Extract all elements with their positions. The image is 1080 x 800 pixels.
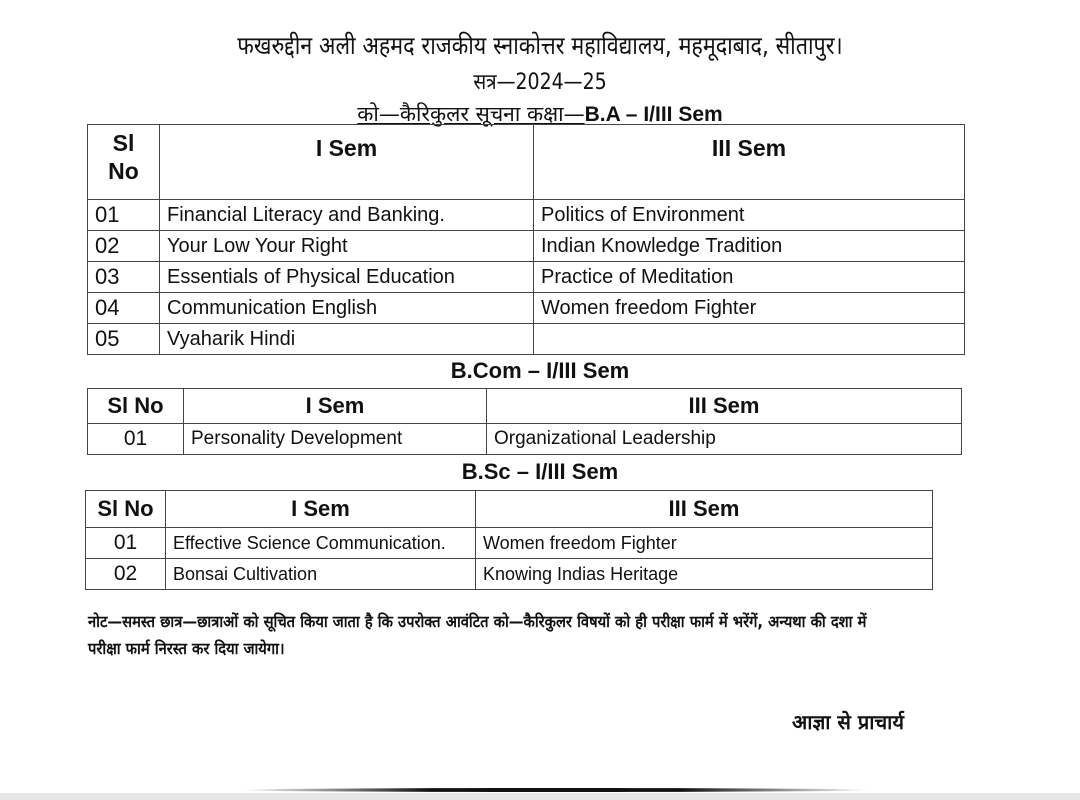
cell-sem3 (534, 324, 965, 355)
cell-sem1: Your Low Your Right (160, 231, 534, 262)
table-row (88, 424, 962, 455)
table-header-row (88, 125, 965, 200)
cell-sl: 01 (88, 424, 184, 455)
cell-sem3: Women freedom Fighter (476, 528, 933, 559)
cell-sem3: Indian Knowledge Tradition (534, 231, 965, 262)
background-strip (0, 793, 1080, 800)
header-sl-no: Sl No (86, 491, 166, 528)
cell-sem3: Politics of Environment (534, 200, 965, 231)
table-row (86, 528, 933, 559)
college-name: फखरुद्दीन अली अहमद राजकीय स्नाकोत्तर महाविद्यालय, महमूदाबाद, सीतापुर। (237, 31, 843, 60)
table-row (88, 324, 965, 355)
cell-sem3: Women freedom Fighter (534, 293, 965, 324)
principal-signature: आज्ञा से प्राचार्य (792, 710, 904, 734)
cell-sem3: Knowing Indias Heritage (476, 559, 933, 590)
header-iii-sem: III Sem (476, 491, 933, 528)
notice-note: नोट—समस्त छात्र—छात्राओं को सूचित किया जाता है कि उपरोक्त आवंटित को—कैरिकुलर विषयों को ही परीक्षा फार्म में भरेंगें, अन्यथा की दशा में परीक्षा फार्म निरस्त कर दिया जायेगा। (88, 612, 867, 658)
table-row (88, 200, 965, 231)
cell-sem1: Financial Literacy and Banking. (160, 200, 534, 231)
cell-sem3: Organizational Leadership (487, 424, 962, 455)
cell-sl: 01 (88, 200, 160, 231)
cell-sem1: Communication English (160, 293, 534, 324)
table-header-row (86, 491, 933, 528)
cell-sl: 05 (88, 324, 160, 355)
cell-sl: 03 (88, 262, 160, 293)
bsc-section-title: B.Sc – I/III Sem (461, 459, 619, 484)
cell-sl: 04 (88, 293, 160, 324)
cell-sl: 02 (88, 231, 160, 262)
cell-sem1: Essentials of Physical Education (160, 262, 534, 293)
table-row (86, 559, 933, 590)
bcom-section-title: B.Com – I/III Sem (450, 358, 630, 383)
cell-sem1: Bonsai Cultivation (166, 559, 476, 590)
table-row (88, 231, 965, 262)
header-i-sem: I Sem (184, 389, 487, 424)
header-sl-no: Sl No (88, 125, 160, 200)
session-label: सत्र—2024—25 (473, 70, 607, 95)
header-iii-sem: III Sem (534, 125, 965, 200)
cell-sl: 01 (86, 528, 166, 559)
header-i-sem: I Sem (160, 125, 534, 200)
cell-sl: 02 (86, 559, 166, 590)
table-row (88, 262, 965, 293)
cell-sem1: Effective Science Communication. (166, 528, 476, 559)
title-english: B.A – I/III Sem (584, 103, 723, 126)
table-header-row (88, 389, 962, 424)
cell-sem1: Vyaharik Hindi (160, 324, 534, 355)
paper-edge-shadow (240, 788, 870, 792)
ba-table (87, 124, 965, 355)
header-sl-no: Sl No (88, 389, 184, 424)
cell-sem3: Practice of Meditation (534, 262, 965, 293)
header-i-sem: I Sem (166, 491, 476, 528)
bsc-table (85, 490, 933, 590)
title-hindi: को—कैरिकुलर सूचना कक्षा— (357, 102, 585, 126)
table-row (88, 293, 965, 324)
header-iii-sem: III Sem (487, 389, 962, 424)
cell-sem1: Personality Development (184, 424, 487, 455)
bcom-table (87, 388, 962, 455)
